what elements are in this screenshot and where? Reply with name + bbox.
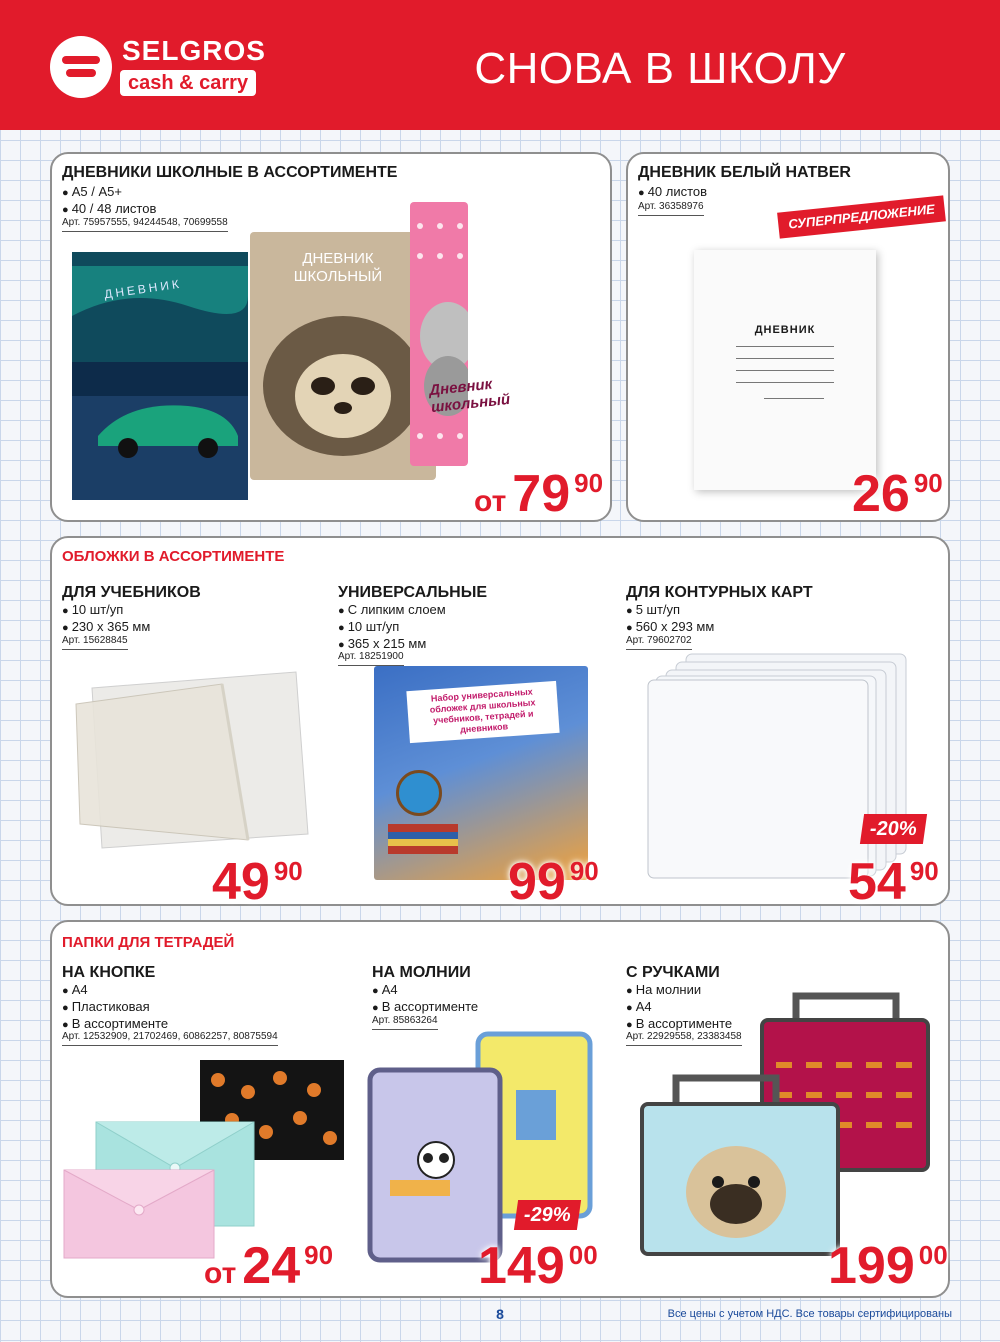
folder-item-price bbox=[478, 1237, 598, 1295]
folder-item-bullets bbox=[372, 982, 478, 1016]
zip-folder-image bbox=[366, 1030, 596, 1270]
price-rub: 149 bbox=[478, 1237, 565, 1295]
logo-brand-text: SELGROS bbox=[122, 35, 266, 66]
white-diary-cover-label: ДНЕВНИК bbox=[754, 324, 816, 336]
page-number: 8 bbox=[496, 1306, 504, 1322]
diaries-bullet: ● А5 / А5+ bbox=[62, 184, 156, 201]
price-kop: 90 bbox=[574, 468, 604, 498]
folder-item-bullet: ● А4 bbox=[372, 982, 478, 999]
price-rub: 79 bbox=[512, 465, 571, 523]
price-prefix: от bbox=[474, 485, 507, 518]
folder-item-article: Арт. 85863264 bbox=[372, 1014, 438, 1030]
price-kop: 90 bbox=[273, 856, 303, 886]
diaries-title: ДНЕВНИКИ ШКОЛНЫЕ В АССОРТИМЕНТЕ bbox=[62, 164, 398, 181]
diary-cover-label: ДНЕВНИК bbox=[103, 276, 183, 302]
folder-item-bullet: ● На молнии bbox=[626, 982, 732, 999]
cover-line bbox=[736, 382, 834, 383]
cover-item-price bbox=[508, 853, 599, 911]
folders-section-title: ПАПКИ ДЛЯ ТЕТРАДЕЙ bbox=[62, 934, 235, 951]
cover-line bbox=[764, 398, 824, 399]
super-offer-badge: СУПЕРПРЕДЛОЖЕНИЕ bbox=[777, 195, 946, 238]
white-diary-image bbox=[694, 250, 876, 490]
logo-sub-text: cash & carry bbox=[120, 70, 256, 96]
cover-item-bullet: ● 10 шт/уп bbox=[62, 602, 150, 619]
globe-icon bbox=[396, 770, 442, 816]
cover-item-title: ДЛЯ КОНТУРНЫХ КАРТ bbox=[626, 584, 813, 601]
diaries-bullet: ● 40 / 48 листов bbox=[62, 201, 156, 218]
header-banner bbox=[0, 0, 1000, 130]
folder-item-price bbox=[204, 1237, 334, 1295]
folder-item-bullet: ● Пластиковая bbox=[62, 999, 168, 1016]
discount-badge: -29% bbox=[514, 1200, 581, 1230]
selgros-logo-icon bbox=[50, 36, 112, 98]
diaries-price bbox=[474, 465, 604, 523]
white-diary-article: Арт. 36358976 bbox=[638, 200, 704, 216]
books-stack bbox=[388, 824, 458, 854]
folders-card bbox=[50, 920, 950, 1298]
folder-item-bullets bbox=[62, 982, 168, 1033]
price-kop: 00 bbox=[568, 1240, 598, 1270]
price-prefix: от bbox=[204, 1257, 237, 1290]
price-kop: 90 bbox=[909, 856, 939, 886]
price-rub: 54 bbox=[848, 853, 906, 911]
snap-folder-image bbox=[62, 1060, 346, 1260]
folder-item-title: С РУЧКАМИ bbox=[626, 964, 720, 981]
folder-item-bullet: ● В ассортименте bbox=[62, 1016, 168, 1033]
white-diary-bullet: ● 40 листов bbox=[638, 184, 707, 201]
folder-item-bullet: ● А4 bbox=[62, 982, 168, 999]
cover-item-bullet: ● С липким слоем bbox=[338, 602, 446, 619]
handle-folder-image bbox=[636, 992, 936, 1262]
covers-section-title: ОБЛОЖКИ В АССОРТИМЕНТЕ bbox=[62, 548, 285, 565]
folder-item-bullet: ● В ассортименте bbox=[626, 1016, 732, 1033]
price-rub: 26 bbox=[852, 465, 910, 523]
diary-cover-label: Дневник школьный bbox=[428, 375, 511, 417]
universal-cover-pack-image bbox=[374, 666, 588, 880]
price-rub: 24 bbox=[242, 1237, 301, 1295]
folder-item-title: НА МОЛНИИ bbox=[372, 964, 471, 981]
cover-item-price bbox=[212, 853, 303, 911]
folder-item-bullet: ● В ассортименте bbox=[372, 999, 478, 1016]
cover-line bbox=[736, 358, 834, 359]
cover-item-bullet: ● 560 x 293 мм bbox=[626, 619, 714, 636]
folder-item-price bbox=[828, 1237, 948, 1295]
discount-badge: -20% bbox=[860, 814, 927, 844]
cover-item-bullet: ● 230 x 365 мм bbox=[62, 619, 150, 636]
diaries-card bbox=[50, 152, 612, 522]
cover-item-price bbox=[848, 853, 939, 911]
cover-item-bullet: ● 5 шт/уп bbox=[626, 602, 714, 619]
textbook-cover-image bbox=[72, 664, 312, 854]
price-rub: 99 bbox=[508, 853, 566, 911]
covers-card bbox=[50, 536, 950, 911]
cover-line bbox=[736, 346, 834, 347]
cover-item-bullets bbox=[626, 602, 714, 636]
footer-note: Все цены с учетом НДС. Все товары сертифицированы bbox=[667, 1308, 952, 1320]
folder-item-bullet: ● А4 bbox=[626, 999, 732, 1016]
diaries-image bbox=[68, 196, 468, 516]
cover-item-title: УНИВЕРСАЛЬНЫЕ bbox=[338, 584, 488, 601]
price-kop: 90 bbox=[569, 856, 599, 886]
white-diary-title: ДНЕВНИК БЕЛЫЙ HATBER bbox=[638, 164, 851, 181]
white-diary-bullets bbox=[638, 184, 707, 201]
price-kop: 00 bbox=[918, 1240, 948, 1270]
diaries-article: Арт. 75957555, 94244548, 70699558 bbox=[62, 216, 228, 232]
folder-item-title: НА КНОПКЕ bbox=[62, 964, 156, 981]
price-kop: 90 bbox=[913, 468, 943, 498]
white-diary-card bbox=[626, 152, 950, 522]
selgros-logo[interactable] bbox=[50, 35, 266, 98]
cover-item-bullet: ● 365 x 215 мм bbox=[338, 636, 446, 653]
diary-cover-label: ДНЕВНИК ШКОЛЬНЫЙ bbox=[293, 250, 383, 285]
contour-map-cover-image bbox=[646, 650, 916, 880]
price-rub: 49 bbox=[212, 853, 270, 911]
page-title: СНОВА В ШКОЛУ bbox=[474, 44, 846, 93]
white-diary-price bbox=[852, 465, 943, 523]
cover-line bbox=[736, 370, 834, 371]
cover-item-bullets bbox=[62, 602, 150, 636]
price-rub: 199 bbox=[828, 1237, 915, 1295]
pack-label: Набор универсальных обложек для школьных учебников, тетрадей и дневников bbox=[406, 681, 559, 743]
cover-item-article: Арт. 18251900 bbox=[338, 650, 404, 666]
cover-item-article: Арт. 15628845 bbox=[62, 634, 128, 650]
cover-item-article: Арт. 79602702 bbox=[626, 634, 692, 650]
cover-item-title: ДЛЯ УЧЕБНИКОВ bbox=[62, 584, 201, 601]
price-kop: 90 bbox=[304, 1240, 334, 1270]
folder-item-article: Арт. 12532909, 21702469, 60862257, 80875594 bbox=[62, 1030, 278, 1046]
folder-item-article: Арт. 22929558, 23383458 bbox=[626, 1030, 742, 1046]
cover-item-bullets bbox=[338, 602, 446, 653]
cover-item-bullet: ● 10 шт/уп bbox=[338, 619, 446, 636]
